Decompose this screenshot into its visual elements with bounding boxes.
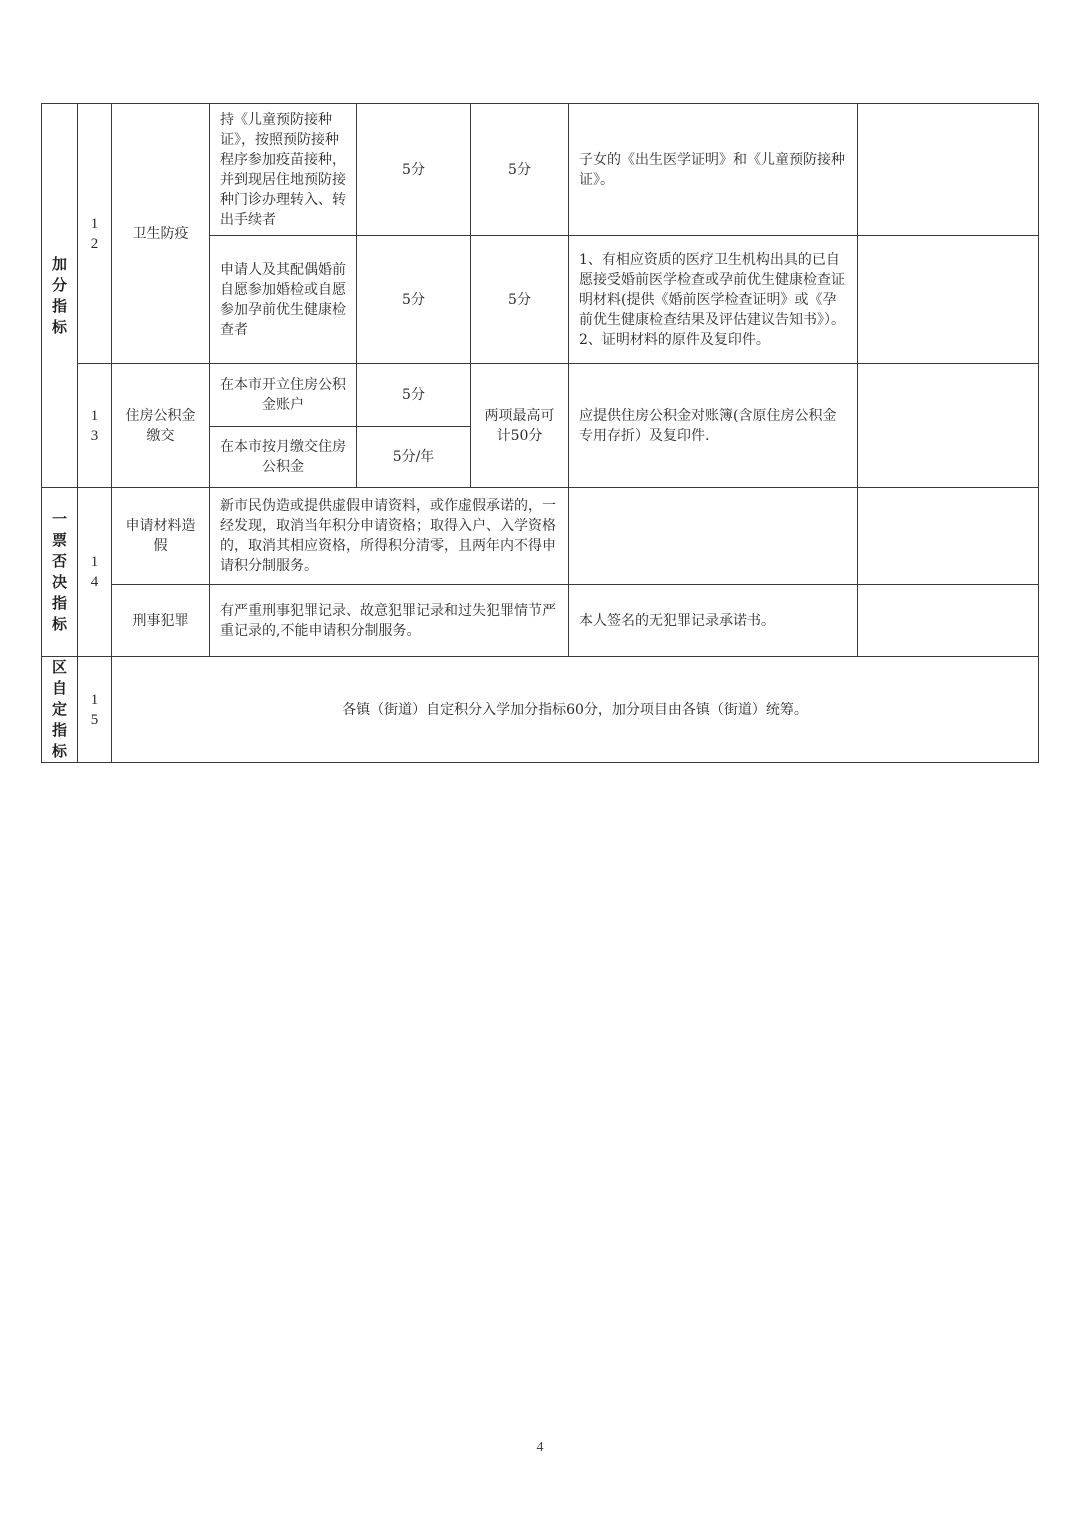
max-score-cell: 两项最高可计50分	[471, 364, 569, 488]
note-cell	[858, 364, 1039, 488]
materials-cell	[569, 488, 858, 585]
condition-cell: 申请人及其配偶婚前自愿参加婚检或自愿参加孕前优生健康检查者	[210, 236, 357, 364]
description-cell: 有严重刑事犯罪记录、故意犯罪记录和过失犯罪情节严重记录的,不能申请积分制服务。	[210, 585, 569, 657]
table-row	[42, 364, 1039, 427]
note-cell	[858, 236, 1039, 364]
item-cell: 住房公积金缴交	[112, 364, 210, 488]
materials-line-2: 2、证明材料的原件及复印件。	[579, 331, 770, 348]
category-label: 加分指标	[51, 254, 67, 336]
condition-cell: 持《儿童预防接种证》，按照预防接种程序参加疫苗接种，并到现居住地预防接种门诊办理转入、转出手续者	[210, 104, 357, 236]
item-cell: 卫生防疫	[112, 104, 210, 364]
score-cell: 5分/年	[357, 427, 471, 488]
category-label: 区自定指标	[51, 658, 67, 760]
description-cell: 各镇（街道）自定积分入学加分指标60分，加分项目由各镇（街道）统筹。	[112, 657, 1039, 763]
points-indicator-table	[41, 103, 1039, 763]
score-cell: 5分	[357, 364, 471, 427]
note-cell	[858, 104, 1039, 236]
note-cell	[858, 585, 1039, 657]
category-cell-veto	[42, 488, 78, 657]
item-cell: 申请材料造假	[112, 488, 210, 585]
row-number-cell: 14	[78, 488, 112, 657]
table-row	[42, 657, 1039, 763]
item-cell: 刑事犯罪	[112, 585, 210, 657]
condition-cell: 在本市开立住房公积金账户	[210, 364, 357, 427]
row-number-cell: 13	[78, 364, 112, 488]
category-cell-bonus	[42, 104, 78, 488]
table-row	[42, 585, 1039, 657]
table-row	[42, 488, 1039, 585]
materials-cell	[569, 236, 858, 364]
page-number: 4	[536, 1440, 544, 1455]
materials-cell: 应提供住房公积金对账簿(含原住房公积金专用存折）及复印件.	[569, 364, 858, 488]
condition-cell: 在本市按月缴交住房公积金	[210, 427, 357, 488]
category-label: 一票否决指标	[51, 510, 67, 633]
description-cell: 新市民伪造或提供虚假申请资料，或作虚假承诺的，一经发现，取消当年积分申请资格；取得入户、入学资格的，取消其相应资格，所得积分清零，且两年内不得申请积分制服务。	[210, 488, 569, 585]
table-row	[42, 104, 1039, 236]
materials-line-1: 1、有相应资质的医疗卫生机构出具的已自愿接受婚前医学检查或孕前优生健康检查证明材料(提供《婚前医学检查证明》或《孕前优生健康检查结果及评估建议告知书》）。	[579, 251, 845, 328]
note-cell	[858, 488, 1039, 585]
row-number-cell: 15	[78, 657, 112, 763]
score-cell: 5分	[357, 104, 471, 236]
row-number-cell: 12	[78, 104, 112, 364]
score-cell: 5分	[357, 236, 471, 364]
max-score-cell: 5分	[471, 236, 569, 364]
category-cell-district	[42, 657, 78, 763]
materials-cell: 子女的《出生医学证明》和《儿童预防接种证》。	[569, 104, 858, 236]
max-score-cell: 5分	[471, 104, 569, 236]
materials-cell: 本人签名的无犯罪记录承诺书。	[569, 585, 858, 657]
